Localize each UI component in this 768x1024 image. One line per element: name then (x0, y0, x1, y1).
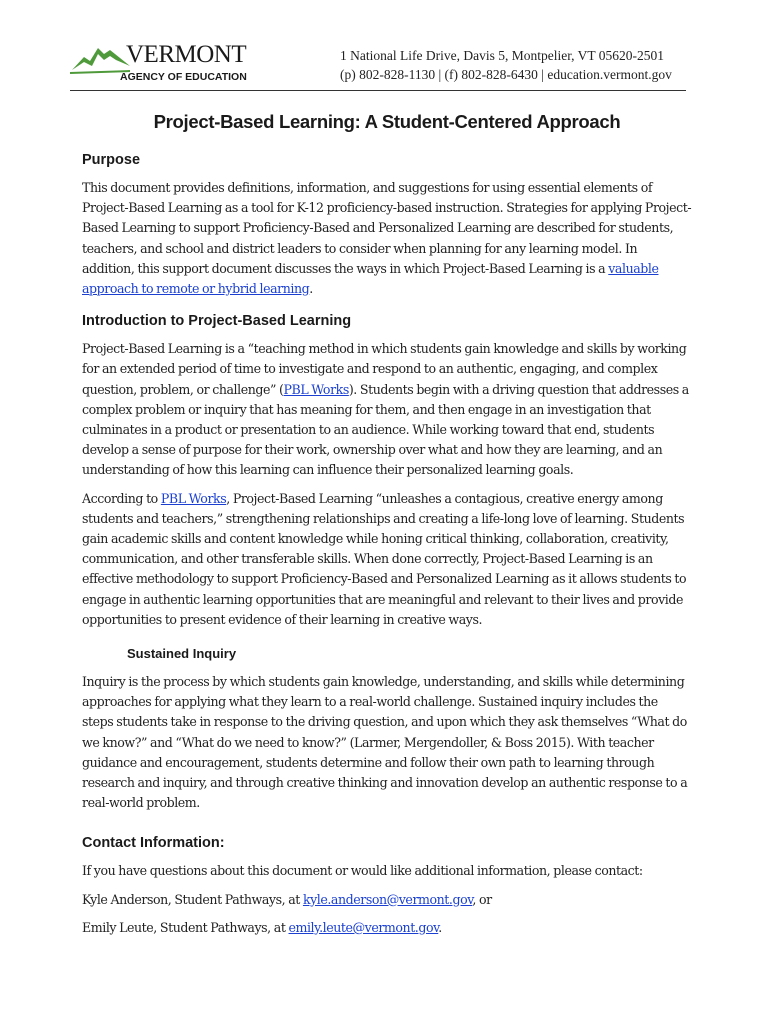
emily-email-link[interactable]: emily.leute@vermont.gov (288, 919, 439, 935)
sustained-inquiry-heading: Sustained Inquiry (127, 646, 237, 662)
document-title: Project-Based Learning: A Student-Centered Approach (153, 111, 621, 132)
pbl-works-link-1[interactable]: PBL Works (283, 381, 349, 397)
address-line-2: (p) 802-828-1130 | (f) 802-828-6430 | education.vermont.gov (340, 67, 672, 82)
intro-paragraph-2: According to PBL Works, Project-Based Learning “unleashes a contagious, creative energy among students and teachers,” strengthening relationships and creating a life-long love of learning. Students gain academic skills and content knowledge while honing critical thinking, collaboration, creativity, communication, and other transferable skills. When done correctly, Project-Based Learning is an effective methodology to support Proficiency-Based and Personalized Learning as it allows students to engage in authentic learning opportunities that are meaningful and relevant to their lives and provide opportunities to present evidence of their learning in creative ways. (82, 490, 687, 627)
contact-heading: Contact Information: (82, 835, 225, 852)
sustained-inquiry-paragraph: Inquiry is the process by which students gain knowledge, understanding, and skills while determining approaches for applying what they learn to a real-world challenge. Sustained inquiry includes the steps students take in response to the driving question, and upon which they ask themselves “What do we know?” and “What do we need to know?” (Larmer, Mergendoller, & Boss 2015). With teacher guidance and encouragement, students determine and follow their own path to learning through research and inquiry, and through creative thinking and innovation develop an authentic response to a real-world problem. (82, 674, 688, 811)
pbl-works-link-2[interactable]: PBL Works (160, 490, 227, 506)
header-divider (70, 90, 686, 91)
address-line-1: 1 National Life Drive, Davis 5, Montpelier, VT 05620-2501 (340, 48, 665, 63)
intro-paragraph-1: Project-Based Learning is a “teaching method in which students gain knowledge and skills by working for an extended period of time to investigate and respond to an authentic, engaging, and complex question, problem, or challenge” (PBL Works). Students begin with a driving question that addresses a complex problem or inquiry that has meaning for them, and then engage in an investigation that culminates in a product or presentation to an audience. While working toward that end, students develop a sense of purpose for their work, ownership over what and how they are learning, and an understanding of how this learning can influence their personalized learning goals. (82, 341, 689, 478)
kyle-email-link[interactable]: kyle.anderson@vermont.gov (302, 891, 473, 907)
letterhead (0, 0, 768, 92)
contact-kyle: Kyle Anderson, Student Pathways, at kyle.anderson@vermont.gov, or (82, 891, 492, 907)
agency-address (340, 46, 740, 84)
remote-hybrid-link[interactable]: valuable approach to remote or hybrid learning (82, 260, 659, 297)
document-body (82, 110, 692, 946)
logo-wordmark: VERMONT (126, 41, 247, 68)
contact-intro: If you have questions about this document or would like additional information, please contact: (82, 863, 643, 879)
purpose-paragraph: This document provides definitions, information, and suggestions for using essential elements of Project-Based Learning as a tool for K-12 proficiency-based instruction. Strategies for applying Project-Based Learning to support Proficiency-Based and Personalized Learning are described for students, teachers, and school and district leaders to consider when planning for any learning model. In addition, this support document discusses the ways in which Project-Based Learning is a valuable approach to remote or hybrid learning. (82, 180, 692, 297)
contact-emily: Emily Leute, Student Pathways, at emily.leute@vermont.gov. (82, 919, 442, 935)
mountain-logo-icon (70, 40, 132, 74)
vermont-aoe-logo (70, 40, 247, 86)
logo-subtitle: AGENCY OF EDUCATION (120, 71, 247, 83)
intro-heading: Introduction to Project-Based Learning (82, 313, 352, 330)
purpose-heading: Purpose (82, 152, 141, 168)
